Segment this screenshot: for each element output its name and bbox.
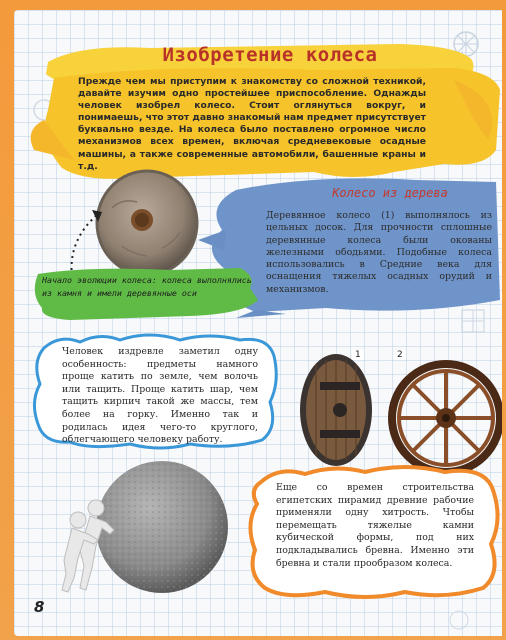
solid-wooden-wheel-image — [290, 350, 375, 470]
spoked-wheel-image — [386, 358, 502, 476]
intro-paragraph: Прежде чем мы приступим к знакомству со сложной техникой, давайте изучим одно простейшее приспособление. Однажды человек изобрел колесо. Стоит оглянуться вокруг, и понимаешь, что этот давно знакомый нам предмет присутствует буквально везде. На колеса было поставлено огромное число механизмов всех времен, включая средневековые осадные машины, а также современные автомобили, башенные краны и т.д. — [78, 76, 426, 172]
figure-label-2: 2 — [394, 350, 406, 360]
evolution-caption: Начало эволюции колеса: колеса выполнялись из камня и имели деревянные оси — [42, 275, 252, 298]
rolling-text: Человек издревле заметил одну особенность: предметы намного проще катить по земле, чем волочь или тащить. Проще катить шар, чем тащить кирпич такой же массы, тем более на горку. Именно так и родилась идея чего-то круглого, облегчающего человеку работу. — [62, 346, 258, 446]
page-number: 8 — [34, 598, 45, 616]
page-title: Изобретение колеса — [162, 44, 378, 66]
wood-section-title: Колесо из дерева — [332, 186, 448, 200]
stone-wheel-image — [92, 168, 202, 278]
pyramid-text: Еще со времен строительства египетских пирамид древние рабочие применяли одну хитрость. Чтобы перемещать тяжелые камни кубической формы, под них подкладывались бревна. Именно эти бревна и стали прообразом колеса. — [276, 482, 474, 569]
figure-label-1: 1 — [352, 350, 364, 360]
pushing-figures-image — [56, 494, 116, 594]
notebook-paper — [14, 10, 502, 636]
wood-section-text: Деревянное колесо (1) выполнялось из цельных досок. Для прочности сплошные деревянные колеса были окованы железными ободьями. Подобные колеса использовались в Средние века для оснащения тяжелых осадных орудий и механизмов. — [266, 210, 492, 295]
